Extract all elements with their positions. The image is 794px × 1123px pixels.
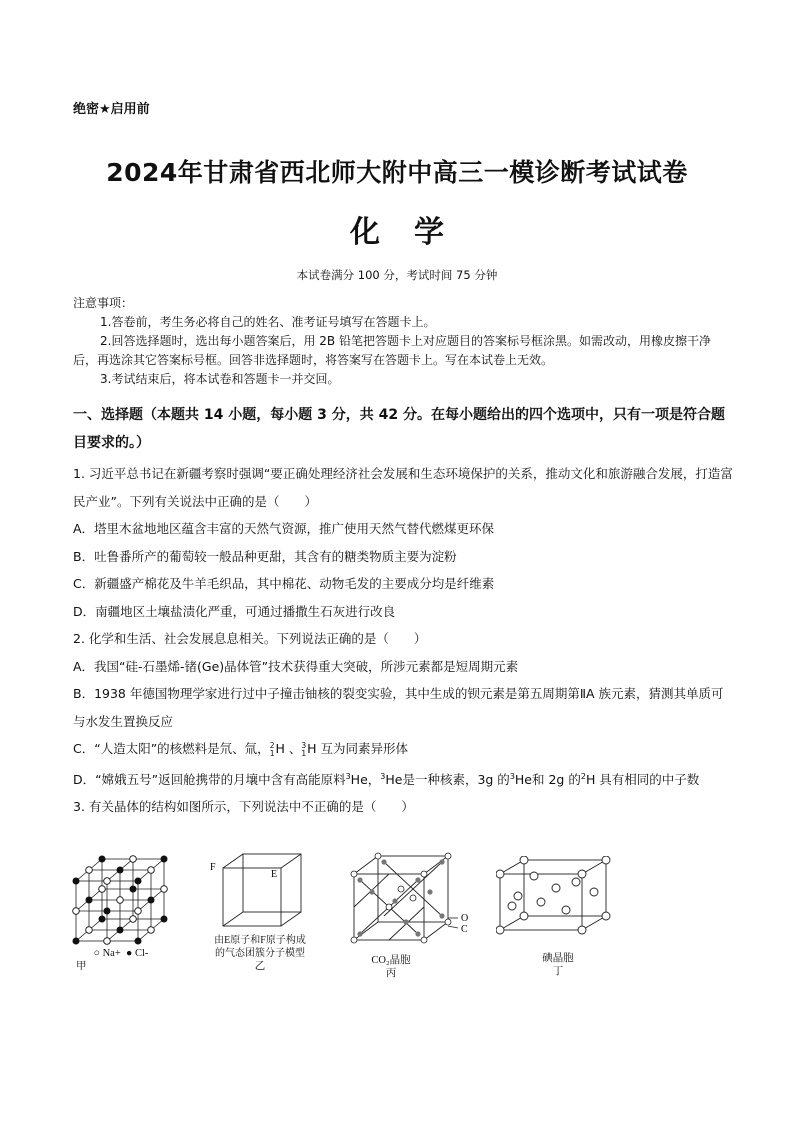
notes-heading: 注意事项： <box>73 296 134 310</box>
figure-caption: 由E原子和F原子构成 <box>214 935 306 946</box>
figure-label: 丙 <box>385 968 397 979</box>
confidential-label: 绝密★启用前 <box>73 102 150 117</box>
legend-cl: ● Cl- <box>126 948 149 959</box>
isotope-notation: 2 1 <box>269 741 275 758</box>
q3-stem: 3. 有关晶体的结构如图所示，下列说法中不正确的是（ ） <box>73 799 414 815</box>
figure-label: 甲 <box>76 961 87 972</box>
legend-na: ○ Na+ <box>93 948 121 959</box>
iodine-unit-cell-diagram <box>496 856 616 936</box>
figure-label: 丁 <box>552 966 564 977</box>
q1-option-c: C．新疆盛产棉花及牛羊毛织品，其中棉花、动物毛发的主要成分均是纤维素 <box>73 576 495 591</box>
q1-option-d: D．南疆地区土壤盐渍化严重，可通过播撒生石灰进行改良 <box>73 603 396 619</box>
nacl-lattice-diagram <box>70 853 172 945</box>
section-heading: 一、选择题（本题共 14 小题，每小题 3 分，共 42 分。在每小题给出的四个选项中，只有一项是符合题目要求的。） <box>73 407 725 451</box>
subject-title: 化学 <box>350 215 478 250</box>
q2-option-a: A．我国“硅-石墨烯-锗(Ge)晶体管”技术获得重大突破，所涉元素都是短周期元素 <box>73 658 519 674</box>
figure-yi <box>200 850 320 980</box>
atom-label-c: C <box>461 924 468 935</box>
atom-label-e: E <box>271 869 278 880</box>
q1-option-a: A．塔里木盆地地区蕴含丰富的天然气资源，推广使用天然气替代燃煤更环保 <box>73 521 495 536</box>
cube-cluster-diagram <box>205 850 315 930</box>
note-item: 1.答卷前，考生务必将自己的姓名、准考证号填写在答题卡上。 <box>100 315 436 329</box>
q2-option-b: B．1938 年德国物理学家进行过中子撞击铀核的裂变实验，其中生成的钡元素是第五周期第ⅡA 族元素，猜测其单质可与水发生置换反应 <box>73 686 724 729</box>
note-item: 3.考试结束后，将本试卷和答题卡一并交回。 <box>100 372 340 386</box>
figure-label: 乙 <box>254 961 266 972</box>
atom-label-f: F <box>210 862 216 873</box>
isotope-notation: 3 1 <box>301 741 307 758</box>
atom-label-o: O <box>461 913 469 924</box>
figure-bing <box>348 852 478 984</box>
figure-ding <box>496 856 616 984</box>
page-title: 2024年甘肃省西北师大附中高三一模诊断考试试卷 <box>106 158 688 187</box>
figure-caption: 碘晶胞 <box>542 953 574 964</box>
figure-caption: 的气态团簇分子模型 <box>215 948 305 959</box>
q2-option-d: D．“嫦娥五号”返回舱携带的月壤中含有高能原料$^3$He，$^3$He是一种核素，3g 的$^3$He和 2g 的$^2$H 具有相同的中子数 <box>73 771 700 787</box>
notes-block <box>73 294 733 389</box>
figure-jia <box>70 853 172 978</box>
q2-stem: 2. 化学和生活、社会发展息息相关。下列说法正确的是（ ） <box>73 631 427 646</box>
q2-option-c: C．“人造太阳”的核燃料是氘、氚， 2 1 H 、 3 1 H 互为同素异形体 <box>73 741 408 758</box>
q1-stem: 1. 习近平总书记在新疆考察时强调“要正确处理经济社会发展和生态环境保护的关系，推动文化和旅游融合发展，打造富民产业”。下列有关说法中正确的是（ ） <box>73 466 733 509</box>
q1-option-b: B．吐鲁番所产的葡萄较一般品种更甜，其含有的糖类物质主要为淀粉 <box>73 548 457 564</box>
note-item: 2.回答选择题时，选出每小题答案后，用 2B 铅笔把答题卡上对应题目的答案标号框涂黑。如需改动，用橡皮擦干净后，再选涂其它答案标号框。回答非选择题时，将答案写在答题卡上。写在本试卷上无效。 <box>73 334 711 367</box>
exam-meta: 本试卷满分 100 分，考试时间 75 分钟 <box>296 268 498 282</box>
figure-caption: CO₂晶胞 <box>371 955 411 966</box>
co2-unit-cell-diagram <box>348 852 478 944</box>
questions <box>73 460 733 821</box>
